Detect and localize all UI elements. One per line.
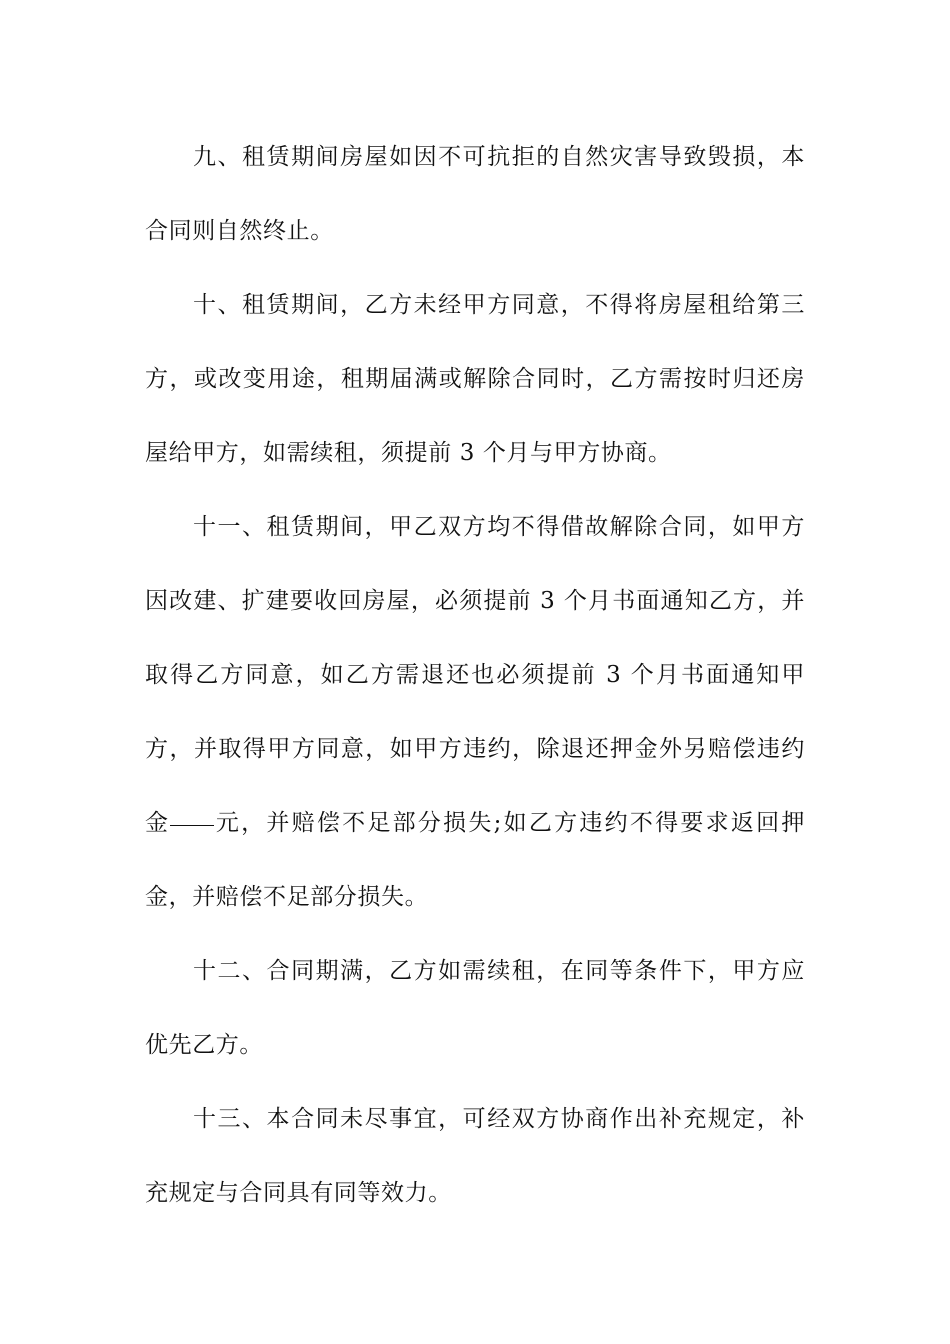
clause-11 <box>145 490 805 934</box>
clause-12: 十二、合同期满，乙方如需续租，在同等条件下，甲方应优先乙方。 <box>145 958 805 1058</box>
clause-11-text-after-blank: 元，并赔偿不足部分损失;如乙方违约不得要求返回押金，并赔偿不足部分损失。 <box>145 810 805 910</box>
clause-13: 十三、本合同未尽事宜，可经双方协商作出补充规定，补充规定与合同具有同等效力。 <box>145 1106 805 1206</box>
penalty-amount-blank <box>170 824 214 826</box>
clause-11-text-before-blank: 十一、租赁期间，甲乙双方均不得借故解除合同，如甲方因改建、扩建要收回房屋，必须提前 3 个月书面通知乙方，并取得乙方同意，如乙方需退还也必须提前 3 个月书面通知甲方，并取得甲方同意，如甲方违约，除退还押金外另赔偿违约金 <box>145 514 805 836</box>
clause-9: 九、租赁期间房屋如因不可抗拒的自然灾害导致毁损，本合同则自然终止。 <box>145 144 805 244</box>
contract-body <box>145 120 805 1230</box>
clause-10: 十、租赁期间，乙方未经甲方同意，不得将房屋租给第三方，或改变用途，租期届满或解除合同时，乙方需按时归还房屋给甲方，如需续租，须提前 3 个月与甲方协商。 <box>145 292 805 466</box>
